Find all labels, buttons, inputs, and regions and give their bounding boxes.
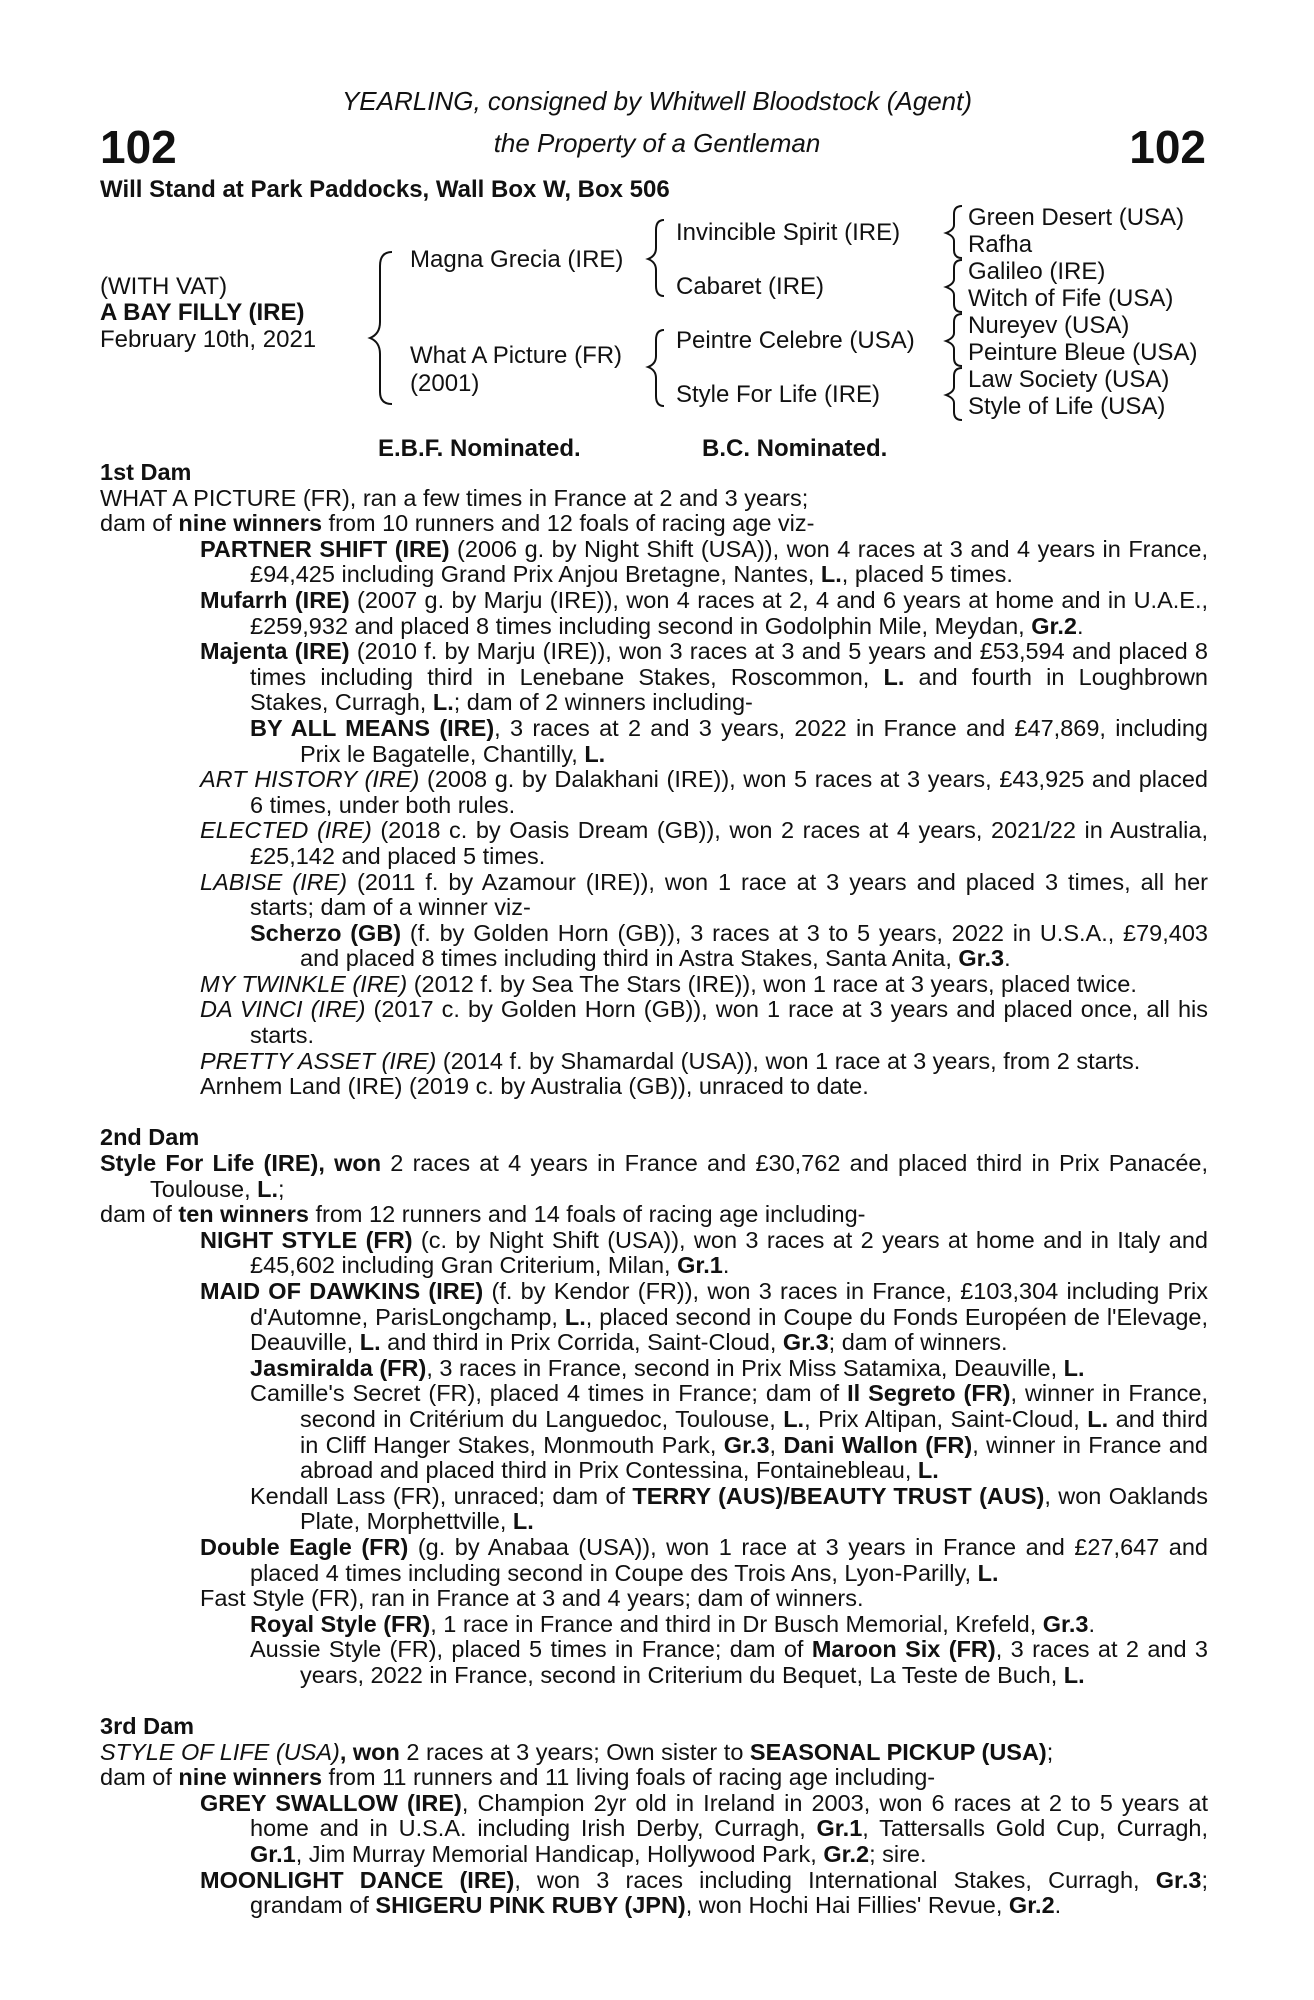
produce-entry: MAID OF DAWKINS (IRE) (f. by Kendor (FR)), won 3 races in France, £103,304 including Prix d'Automne, ParisLongchamp, L., placed second in Coupe du Fonds Européen de l'Elevage, Deauville, L. and third in Prix Corrida, Saint-Cloud, Gr.3; dam of winners.: [200, 1278, 1208, 1356]
ggp-2: Rafha: [968, 231, 1033, 258]
produce-entry: Arnhem Land (IRE) (2019 c. by Australia (GB)), unraced to date.: [200, 1073, 869, 1100]
ggp-6: Peinture Bleue (USA): [968, 339, 1198, 366]
ggp-8: Style of Life (USA): [968, 393, 1166, 420]
ggp-7: Law Society (USA): [968, 366, 1170, 393]
dam2-intro: Style For Life (IRE), won 2 races at 4 years in France and £30,762 and placed third in Prix Panacée, Toulouse, L.;: [100, 1150, 1208, 1202]
ggp-4: Witch of Fife (USA): [968, 285, 1174, 312]
produce-entry: Majenta (IRE) (2010 f. by Marju (IRE)), won 3 races at 3 and 5 years and £53,594 and placed 8 times including third in Lenebane Stakes, Roscommon, L. and fourth in Loughbrown Stakes, Curragh, L.; dam of 2 winners including-: [200, 638, 1208, 716]
horse-name: A BAY FILLY (IRE): [100, 299, 305, 326]
dam-sire: Peintre Celebre (USA): [676, 327, 915, 354]
sire: Magna Grecia (IRE): [410, 246, 624, 273]
produce-entry: PRETTY ASSET (IRE) (2014 f. by Shamardal (USA)), won 1 race at 3 years, from 2 starts.: [200, 1047, 1141, 1074]
ggp-5: Nureyev (USA): [968, 312, 1130, 339]
dam1-intro: WHAT A PICTURE (FR), ran a few times in France at 2 and 3 years;: [100, 484, 809, 511]
dam1-heading: 1st Dam: [100, 459, 192, 485]
consignor-line: YEARLING, consigned by Whitwell Bloodstock (Agent): [341, 86, 973, 116]
lot-number-left: 102: [100, 121, 177, 173]
dam3-dam-of: dam of nine winners from 11 runners and 11 living foals of racing age including-: [100, 1764, 936, 1791]
ggp-3: Galileo (IRE): [968, 258, 1106, 285]
dam: What A Picture (FR): [410, 342, 623, 369]
property-line: the Property of a Gentleman: [493, 128, 821, 158]
produce-entry: LABISE (IRE) (2011 f. by Azamour (IRE)), won 1 race at 3 years and placed 3 times, all her starts; dam of a winner viz-: [200, 868, 1209, 921]
produce-entry: Camille's Secret (FR), placed 4 times in France; dam of Il Segreto (FR), winner in France, second in Critérium du Languedoc, Toulouse, L., Prix Altipan, Saint-Cloud, L. and third in Cliff Hanger Stakes, Monmouth Park, Gr.3, Dani Wallon (FR), winner in France and abroad and placed third in Prix Contessina, Fontainebleau, L.: [250, 1380, 1209, 1484]
produce-entry: PARTNER SHIFT (IRE) (2006 g. by Night Shift (USA)), won 4 races at 3 and 4 years in France, £94,425 including Grand Prix Anjou Bretagne, Nantes, L., placed 5 times.: [200, 535, 1208, 588]
dam-year: (2001): [410, 370, 480, 397]
produce-entry: ART HISTORY (IRE) (2008 g. by Dalakhani (IRE)), won 5 races at 3 years, £43,925 and placed 6 times, under both rules.: [200, 766, 1208, 818]
dam2-heading: 2nd Dam: [100, 1124, 200, 1151]
ebf-nomination: E.B.F. Nominated.: [378, 435, 581, 462]
produce-entry: Mufarrh (IRE) (2007 g. by Marju (IRE)), won 4 races at 2, 4 and 6 years at home and in U.A.E., £259,932 and placed 8 times including second in Godolphin Mile, Meydan, Gr.2.: [200, 586, 1208, 639]
dam2-dam-of: dam of ten winners from 12 runners and 14 foals of racing age including-: [100, 1201, 866, 1228]
produce-entry: GREY SWALLOW (IRE), Champion 2yr old in Ireland in 2003, won 6 races at 2 to 5 years at home and in U.S.A. including Irish Derby, Curragh, Gr.1, Tattersalls Gold Cup, Curragh, Gr.1, Jim Murray Memorial Handicap, Hollywood Park, Gr.2; sire.: [200, 1789, 1208, 1868]
produce-entry: Double Eagle (FR) (g. by Anabaa (USA)), won 1 race at 3 years in France and £27,647 and placed 4 times including second in Coupe des Trois Ans, Lyon-Parilly, L.: [200, 1533, 1208, 1586]
produce-record: [100, 460, 1208, 1919]
ggp-1: Green Desert (USA): [968, 204, 1185, 231]
produce-entry: NIGHT STYLE (FR) (c. by Night Shift (USA)), won 3 races at 2 years at home and in Italy and £45,602 including Gran Criterium, Milan, Gr.1.: [200, 1226, 1208, 1279]
bc-nomination: B.C. Nominated.: [702, 435, 888, 462]
produce-entry: BY ALL MEANS (IRE), 3 races at 2 and 3 years, 2022 in France and £47,869, including Prix le Bagatelle, Chantilly, L.: [250, 714, 1208, 767]
dam-dam: Style For Life (IRE): [676, 381, 881, 408]
produce-entry: MY TWINKLE (IRE) (2012 f. by Sea The Stars (IRE)), won 1 race at 3 years, placed twice.: [200, 970, 1137, 997]
produce-entry: Jasmiralda (FR), 3 races in France, second in Prix Miss Satamixa, Deauville, L.: [250, 1354, 1085, 1381]
produce-entry: DA VINCI (IRE) (2017 c. by Golden Horn (GB)), won 1 race at 3 years and placed once, all his starts.: [200, 996, 1208, 1049]
dam3-heading: 3rd Dam: [100, 1713, 195, 1740]
produce-entry: ELECTED (IRE) (2018 c. by Oasis Dream (GB)), won 2 races at 4 years, 2021/22 in Australia, £25,142 and placed 5 times.: [200, 817, 1209, 869]
vat-note: (WITH VAT): [100, 273, 228, 300]
sire-dam: Cabaret (IRE): [676, 273, 825, 300]
produce-entry: Kendall Lass (FR), unraced; dam of TERRY (AUS)/BEAUTY TRUST (AUS), won Oaklands Plate, Morphettville, L.: [250, 1482, 1208, 1535]
sire-sire: Invincible Spirit (IRE): [676, 219, 901, 246]
produce-entry: Royal Style (FR), 1 race in France and third in Dr Busch Memorial, Krefeld, Gr.3.: [250, 1610, 1096, 1637]
dam3-intro: STYLE OF LIFE (USA), won 2 races at 3 years; Own sister to SEASONAL PICKUP (USA);: [100, 1738, 1054, 1765]
produce-entry: Scherzo (GB) (f. by Golden Horn (GB)), 3 races at 3 to 5 years, 2022 in U.S.A., £79,403 and placed 8 times including third in Astra Stakes, Santa Anita, Gr.3.: [250, 919, 1208, 972]
lot-number-right: 102: [1129, 121, 1206, 173]
dam1-dam-of: dam of nine winners from 10 runners and 12 foals of racing age viz-: [100, 510, 815, 537]
produce-entry: Fast Style (FR), ran in France at 3 and 4 years; dam of winners.: [200, 1585, 864, 1612]
produce-entry: Aussie Style (FR), placed 5 times in France; dam of Maroon Six (FR), 3 races at 2 and 3 years, 2022 in France, second in Criterium du Bequet, La Teste de Buch, L.: [250, 1636, 1208, 1688]
horse-dob: February 10th, 2021: [100, 326, 317, 353]
produce-entry: MOONLIGHT DANCE (IRE), won 3 races including International Stakes, Curragh, Gr.3; grandam of SHIGERU PINK RUBY (JPN), won Hochi Hai Fillies' Revue, Gr.2.: [200, 1866, 1208, 1919]
stand-location: Will Stand at Park Paddocks, Wall Box W, Box 506: [100, 176, 670, 203]
